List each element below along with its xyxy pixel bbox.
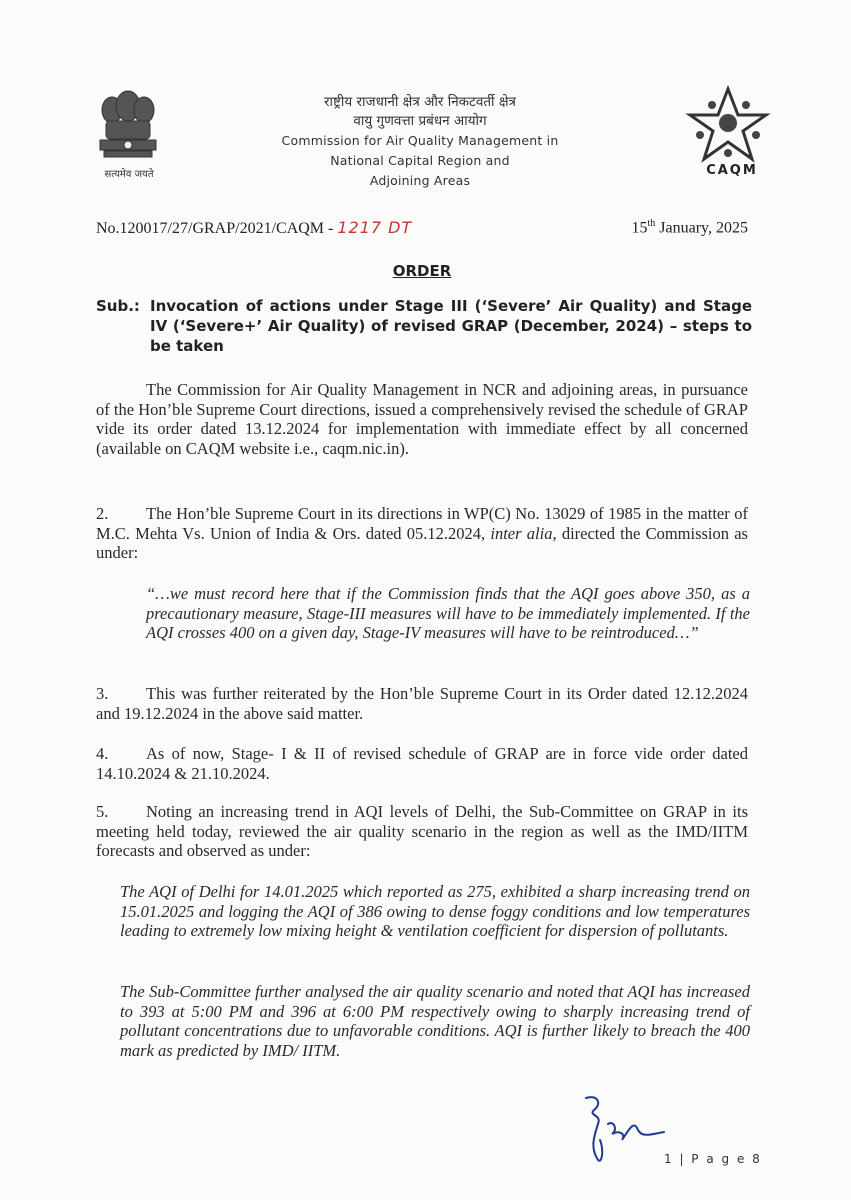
paragraph-5-text: Noting an increasing trend in AQI levels of Delhi, the Sub-Committee on GRAP in its meeting held today, reviewed the air quality scenario in the region as well as the IMD/IITM forecasts and observed as under: — [96, 802, 748, 860]
subject-label: Sub.: — [96, 297, 140, 315]
reference-number-text: No.120017/27/GRAP/2021/CAQM - — [96, 220, 334, 237]
reference-number — [96, 218, 412, 238]
letterhead — [220, 93, 620, 191]
paragraph-2-tail: directed the Commission as under: — [96, 523, 748, 562]
emblem-motto: सत्यमेव जयते — [104, 169, 154, 180]
paragraph-5-number: 5. — [96, 802, 109, 821]
paragraph-4 — [96, 744, 748, 783]
paragraph-2 — [96, 504, 748, 563]
handwritten-reference: 1217 DT — [337, 218, 413, 237]
paragraph-2-number: 2. — [96, 504, 109, 523]
date-day: 15 — [631, 219, 648, 237]
logo-caption: CAQM — [706, 163, 758, 178]
quote-supreme-court: “…we must record here that if the Commission finds that the AQI goes above 350, as a precautionary measure, Stage-III measures will have to be immediately implemented. If the AQI crosses 400 on a given day, Stage-IV measures will have to be reintroduced…” — [146, 584, 750, 642]
letterhead-english-line2: National Capital Region and — [330, 153, 510, 168]
caqm-logo-icon — [682, 83, 774, 167]
date-rest: January, 2025 — [655, 219, 748, 237]
paragraph-3 — [96, 684, 748, 723]
subject-text: Invocation of actions under Stage III (‘Severe’ Air Quality) and Stage IV (‘Severe+’ Air Quality) of revised GRAP (December, 2024) – steps to be taken — [150, 297, 752, 355]
quote-sub-committee: The Sub-Committee further analysed the air quality scenario and noted that AQI has increased to 393 at 5:00 PM and 396 at 6:00 PM respectively owing to sharply increasing trend of pollutant concentrations due to unfavorable conditions. AQI is further likely to breach the 400 mark as predicted by IMD/ IITM. — [120, 982, 750, 1060]
paragraph-2-italic: inter alia, — [490, 523, 557, 543]
letterhead-hindi-line1: राष्ट्रीय राजधानी क्षेत्र और निकटवर्ती क्षेत्र — [324, 94, 516, 110]
order-date — [632, 218, 749, 237]
date-suffix: th — [647, 218, 656, 229]
order-title: ORDER — [392, 262, 452, 280]
paragraph-5 — [96, 802, 748, 861]
signature — [568, 1090, 678, 1170]
paragraph-4-number: 4. — [96, 744, 109, 763]
paragraph-1: The Commission for Air Quality Management in NCR and adjoining areas, in pursuance of the Hon’ble Supreme Court directions, issued a comprehensively revised the schedule of GRAP vide its order dated 13.12.2024 for implementation with immediate effect by all concerned (available on CAQM website i.e., caqm.nic.in). — [96, 380, 748, 458]
paragraph-2-text: The Hon’ble Supreme Court in its directions in WP(C) No. 13029 of 1985 in the matter of M.C. Mehta Vs. Union of India & Ors. dated 05.12.2024, — [96, 504, 748, 543]
quote-aqi-delhi: The AQI of Delhi for 14.01.2025 which reported as 275, exhibited a sharp increasing trend on 15.01.2025 and logging the AQI of 386 owing to dense foggy conditions and low temperatures leading to extremely low mixing height & ventilation coefficient for dispersion of pollutants. — [120, 882, 750, 940]
paragraph-4-text: As of now, Stage- I & II of revised schedule of GRAP are in force vide order dated 14.10.2024 & 21.10.2024. — [96, 744, 748, 783]
subject — [96, 296, 752, 356]
paragraph-3-text: This was further reiterated by the Hon’ble Supreme Court in its Order dated 12.12.2024 and 19.12.2024 in the above said matter. — [96, 684, 748, 723]
letterhead-hindi-line2: वायु गुणवत्ता प्रबंधन आयोग — [353, 113, 487, 129]
page-number: 1 | P a g e 8 — [664, 1152, 762, 1166]
paragraph-3-number: 3. — [96, 684, 109, 703]
letterhead-english-line3: Adjoining Areas — [369, 173, 471, 188]
reference-line — [96, 218, 748, 244]
letterhead-english-line1: Commission for Air Quality Management in — [281, 133, 559, 148]
